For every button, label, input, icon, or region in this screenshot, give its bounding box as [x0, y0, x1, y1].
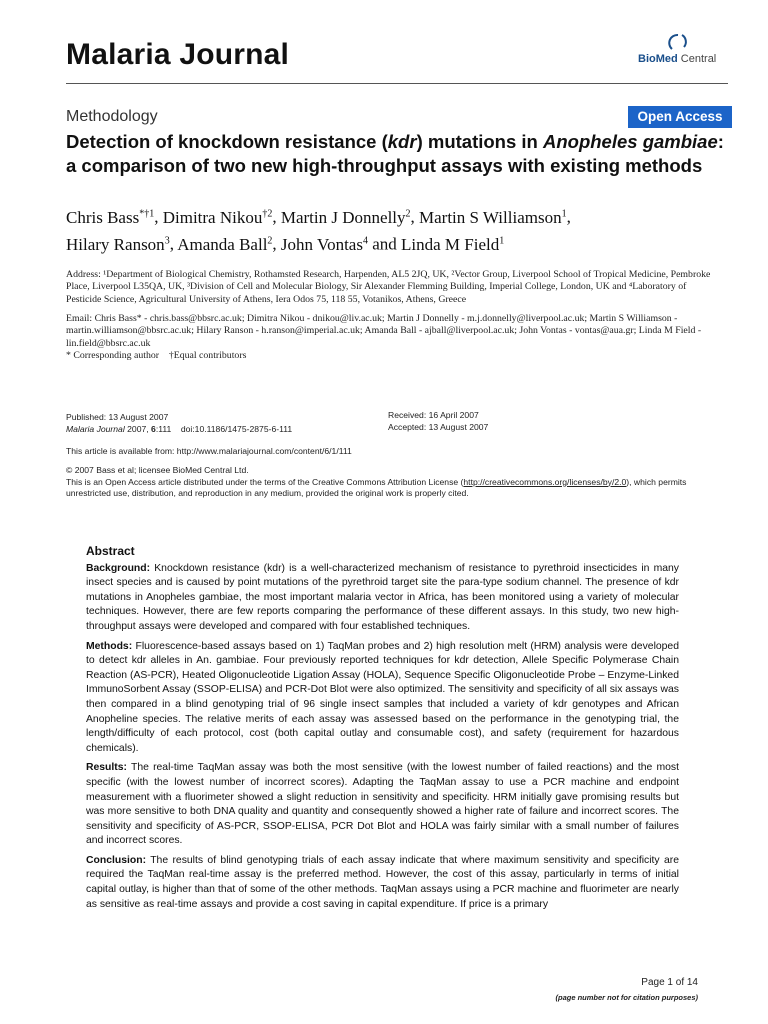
open-access-badge: Open Access — [628, 106, 732, 128]
abstract-results: Results: The real-time TaqMan assay was both the most sensitive (with the lowest number of failed reactions) and the most specific (with the lowest number of incorrect scores). Adapting the TaqMan assay to use a PCR machine and endpoint measurement with a fluorimeter showed a slight reduction in sensitivity and specificity. HRM initially gave promising results but was more sensitive to both DNA quality and quantity and consequently showed a higher rate of failure and incorrect scores. The sensitivity and specificity of AS-PCR, SSOP-ELISA, PCR Dot Blot and HOLA was fairly similar with a small number of failures and incorrect scores. — [86, 762, 679, 847]
author: Hilary Ranson$^3$ — [66, 234, 170, 254]
license-block — [66, 465, 726, 500]
abstract-conclusion: Conclusion: The results of blind genotyping trials of each assay indicate that where maximum sensitivity and specificity are required the TaqMan real-time assay is the preferred method. However, the cost of this assay, particularly in terms of initial capital outlay, is higher than that of some of the other methods. TaqMan assays using a PCR machine and fluorimeter are nearly as sensitive as real-time assays and provide a cost saving in capital expenditure. If price is a primary — [86, 854, 679, 910]
article-title — [66, 130, 736, 177]
author: Amanda Ball$^2$ — [177, 234, 273, 254]
accepted-date: Accepted: 13 August 2007 — [388, 422, 489, 432]
contributor-note: * Corresponding author †Equal contributors — [66, 349, 247, 361]
emails: Email: Chris Bass* - chris.bass@bbsrc.ac.uk; Dimitra Nikou - dnikou@liv.ac.uk; Martin J Donnelly - m.j.donnelly@liverpool.ac.uk; Martin S Williamson - martin.williamson@bbsrc.ac.uk; Hilary Ranson - h.ranson@imperial.ac.uk; Amanda Ball - ajball@liverpool.ac.uk; John Vontas - vontas@aua.gr; Linda M Field - lin.field@bbsrc.ac.uk — [66, 313, 702, 349]
page-number: Page 1 of 14 — [641, 977, 698, 988]
received-accepted — [388, 409, 488, 433]
author: John Vontas$^4$ — [280, 234, 368, 254]
author: Chris Bass$^{*\dagger 1}$ — [66, 207, 155, 227]
author: Martin S Williamson$^1$ — [419, 207, 567, 227]
license-text: This is an Open Access article distributed under the terms of the Creative Commons Attribution License (http://creativecommons.org/licenses/by/2.0), which permits unrestricted use, distribution, and reproduction in any medium, provided the original work is properly cited. — [66, 476, 687, 498]
author: Martin J Donnelly$^2$ — [280, 207, 411, 227]
logo-med: Med — [655, 53, 678, 65]
author: Linda M Field$^1$ — [401, 234, 505, 254]
section-type: Methodology — [66, 108, 158, 125]
license-link[interactable]: http://creativecommons.org/licenses/by/2.0 — [463, 476, 627, 487]
abstract-methods: Methods: Fluorescence-based assays based on 1) TaqMan probes and 2) high resolution melt (HRM) analysis were developed to detect kdr alleles in An. gambiae. Four previously reported techniques for kdr detection, Allele Specific Polymerase Chain Reaction (AS-PCR), Heated Oligonucleotide Ligation Assay (HOLA), Sequence Specific Oligonucleotide Probe – Enzyme-Linked ImmunoSorbent Assay (SSOP-ELISA) and PCR-Dot Blot were also optimized. The sensitivity and specificity of all six assays was then compared in a blind genotyping trial of 96 single insect samples that included a variety of kdr genotypes and African Anopheline species. The relative merits of each assay was assessed based on the performance in the genotyping trial, the length/difficulty of each protocol, cost (both capital outlay and consumable cost), and safety (requirement for hazardous chemicals). — [86, 640, 679, 754]
title-part1: Detection of knockdown resistance ( — [66, 131, 388, 152]
journal-title: Malaria Journal — [66, 38, 290, 71]
received-date: Received: 16 April 2007 — [388, 410, 479, 420]
affiliations: Address: ¹Department of Biological Chemistry, Rothamsted Research, Harpenden, AL5 2JQ, UK, ²Vector Group, Liverpool School of Tropical Medicine, Pembroke Place, Liverpool L35QA, UK, ³Division of Cell and Molecular Biology, Sir Alexander Flemming Building, Imperial College, London, UK and ⁴Laboratory of Pesticide Science, Agricultural University of Athens, Iera Odos 75, 118 55, Votanikos, Athens, Greece — [66, 269, 711, 305]
author: Dimitra Nikou$^{\dagger 2}$ — [162, 207, 273, 227]
logo-bio: Bio — [638, 53, 656, 65]
publisher-logo-icon — [638, 31, 728, 55]
title-part2: ) mutations in — [416, 131, 543, 152]
header-rule — [66, 83, 728, 84]
email-block — [66, 313, 716, 362]
copyright: © 2007 Bass et al; licensee BioMed Central Ltd. — [66, 465, 249, 475]
title-part3: : a comparison of two new high-throughput assays with existing methods — [66, 131, 724, 176]
title-kdr: kdr — [387, 131, 417, 152]
page-note: (page number not for citation purposes) — [555, 993, 698, 1002]
article-url[interactable]: This article is available from: http://www.malariajournal.com/content/6/1/111 — [66, 446, 352, 456]
published-date: Published: 13 August 2007 — [66, 412, 169, 422]
author-list: Chris Bass$^{*\dagger 1}$, Dimitra Nikou$^{\dagger 2}$, Martin J Donnelly$^2$, Martin S Williamson$^1$, Hilary Ranson$^3$, Amanda Ball$^2$, John Vontas$^4$ and Linda M Field$^1$ — [66, 207, 571, 254]
publication-meta — [66, 409, 292, 435]
logo-central: Central — [677, 53, 717, 65]
publisher-logo-text — [638, 53, 716, 65]
abstract-heading: Abstract — [86, 544, 135, 558]
authors-and: and — [367, 234, 401, 254]
title-species: Anopheles gambiae — [542, 131, 718, 152]
abstract-background: Background: Knockdown resistance (kdr) is a well-characterized mechanism of resistance to pyrethroid insecticides in many insect species and is caused by point mutations of the pyrethroid target site the para-type sodium channel. The presence of kdr mutations in Anopheles gambiae, the most important malaria vector in Africa, has been monitored using a variety of molecular techniques. However, there are few reports comparing the performance of these different assays. In this study, two new high-throughput assays were developed and compared with four established techniques. — [86, 562, 679, 632]
citation: Malaria Journal 2007, 6:111 doi:10.1186/1475-2875-6-111 — [66, 424, 293, 434]
abstract — [86, 544, 679, 917]
biomed-central-logo — [638, 31, 728, 71]
